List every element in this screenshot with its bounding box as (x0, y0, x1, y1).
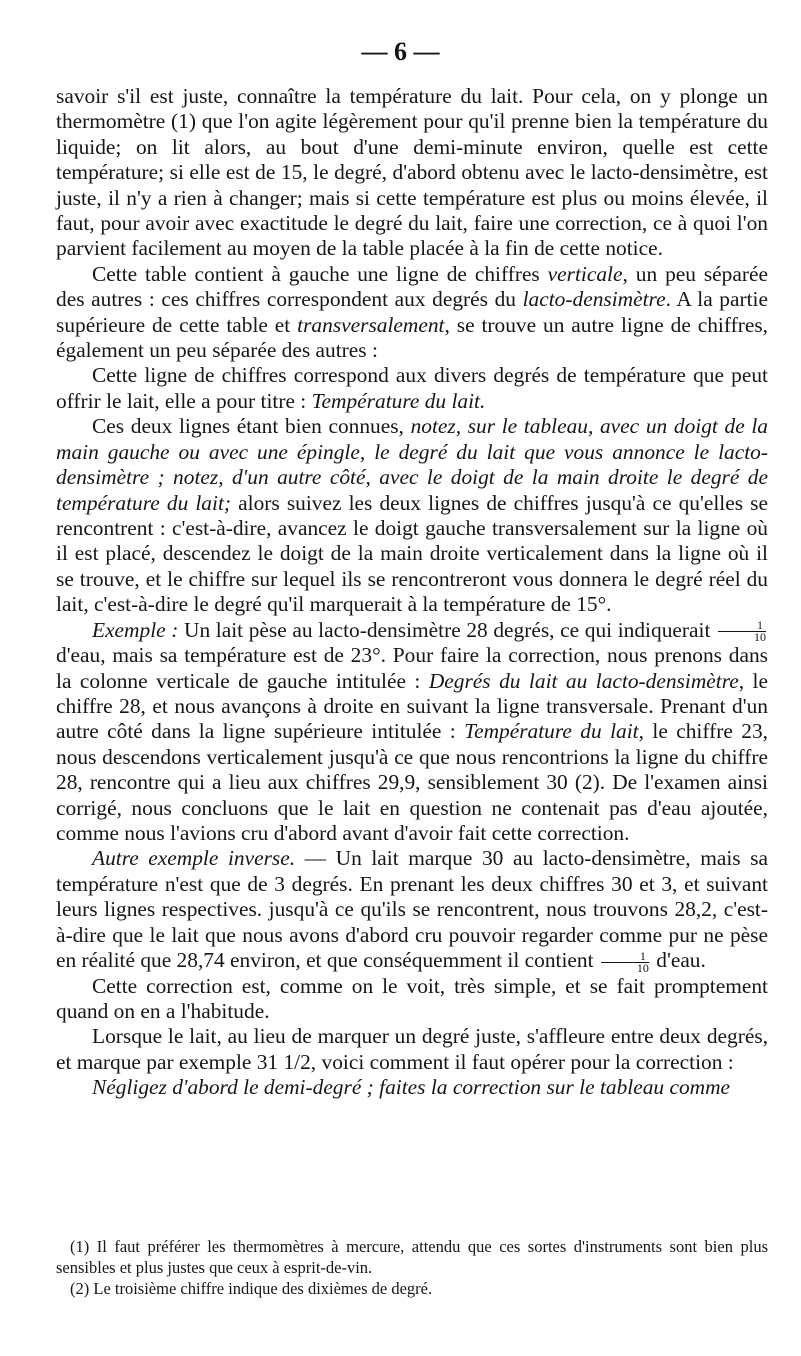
paragraph-p7 (56, 974, 768, 1025)
body-text (56, 84, 768, 1101)
text-run: Cette ligne de chiffres correspond aux divers degrés de température que peut offrir le lait, elle a pour titre : (56, 363, 768, 413)
text-run: Un lait pèse au lacto-densimètre 28 degrés, ce qui indiquerait (178, 617, 717, 642)
italic-text: Température du lait (464, 719, 639, 744)
text-run: d'eau. (650, 948, 706, 972)
italic-text: transversalement (297, 312, 445, 337)
paragraph-p8 (56, 1024, 768, 1075)
text-run: Cette correction est, comme on le voit, très simple, et se fait promptement quand on en a l'habitude. (56, 973, 768, 1023)
paragraph-p9 (56, 1075, 768, 1100)
italic-text: Degrés du lait au lacto-densimètre (428, 668, 739, 693)
text-run: , le chiffre 23, nous descendons verticalement jusqu'à ce que nous rencontrions la ligne du chiffre 28, rencontre qui a lieu aux chiffres 29,9, sensiblement 30 (2). De l'examen ainsi corrigé, nous concluons que le lait en question ne contenait pas d'eau ajoutée, comme nous l'avions cru d'abord avant d'avoir fait cette correction. (56, 719, 768, 845)
fraction (601, 948, 649, 975)
footnote-fn2: (2) Le troisième chiffre indique des dixièmes de degré. (70, 1279, 433, 1298)
fraction-denominator: 10 (754, 630, 767, 645)
paragraph-p1 (56, 84, 768, 262)
page-number: — 6 — (361, 37, 440, 66)
footnote-fn1: (1) Il faut préférer les thermomètres à mercure, attendu que ces sortes d'instruments sont bien plus sensibles et plus justes que ceux à esprit-de-vin. (56, 1237, 768, 1277)
paragraph-p2 (56, 262, 768, 364)
text-run: , se trouve un autre ligne de chiffres, également un peu séparée des autres : (56, 312, 768, 363)
text-run: . A la partie supérieure de cette table et (56, 287, 768, 337)
paragraph-p3 (56, 363, 768, 414)
text-run: , un peu séparée des autres : ces chiffres correspondent aux degrés du (56, 261, 768, 312)
fraction-denominator: 10 (636, 960, 649, 975)
fraction-numerator: 1 (718, 620, 766, 632)
text-run: Lorsque le lait, au lieu de marquer un degré juste, s'affleure entre deux degrés, et marque par exemple 31 1/2, voici comment il faut opérer pour la correction : (56, 1024, 768, 1074)
text-run: d'eau, mais sa température est de 23°. Pour faire la correction, nous prenons dans la colonne verticale de gauche intitulée : (56, 643, 768, 693)
text-run: — Un lait marque 30 au lacto-densimètre, mais sa température n'est que de 3 degrés. En prenant les deux chiffres 30 et 3, et suivant leurs lignes respectives. jusqu'à ce qu'ils se rencontrent, nous trouvons 28,2, c'est-à-dire que le lait que nous avons d'abord cru pouvoir regarder comme pur ne pèse en réalité que 28,74 environ, et que conséquemment il contient (56, 846, 768, 972)
italic-text: lacto-densimètre (522, 287, 666, 312)
fraction-numerator: 1 (601, 951, 649, 963)
fraction (718, 620, 766, 643)
text-run: , le chiffre 28, et nous avançons à droite en suivant la ligne transversale. Prenant d'un autre côté dans la ligne supérieure intitulée : (56, 668, 768, 744)
footnotes (56, 1236, 768, 1299)
italic-text: Exemple : (92, 617, 179, 642)
text-run: Ces deux lignes étant bien connues, (92, 414, 411, 439)
italic-text: notez, sur le tableau, avec un doigt de la main gauche ou avec une épingle, le degré du lait que vous annonce le lacto-densimètre ; notez, d'un autre côté, avec le doigt de la main droite le degré de température du lait; (56, 414, 768, 515)
text-run: savoir s'il est juste, connaître la température du lait. Pour cela, on y plonge un thermomètre (1) que l'on agite légèrement pour qu'il prenne bien la température du liquide; on lit alors, au bout d'une demi-minute environ, quelle est cette température; si elle est de 15, le degré, d'abord obtenu avec le lacto-densimètre, est juste, il n'y a rien à changer; mais si cette température est plus ou moins élevée, il faut, pour avoir avec exactitude le degré du lait, faire une correction, ce à quoi l'on parvient facilement au moyen de la table placée à la fin de cette notice. (56, 84, 768, 261)
italic-text: Autre exemple inverse. (92, 846, 296, 871)
paragraph-p5 (56, 618, 768, 847)
text-run: Cette table contient à gauche une ligne de chiffres (92, 261, 548, 286)
italic-text: Négligez d'abord le demi-degré ; faites la correction sur le tableau comme (92, 1075, 731, 1100)
italic-text: Température du lait. (311, 388, 486, 413)
paragraph-p4 (56, 414, 768, 617)
italic-text: verticale (547, 261, 623, 286)
text-run: alors suivez les deux lignes de chiffres jusqu'à ce qu'elles se rencontrent : c'est-à-dire, avancez le doigt gauche transversalement sur la ligne où il est placé, descendez le doigt de la main droite verticalement dans la ligne où il se trouve, et le chiffre sur lequel ils se rencontreront vous donnera le degré réel du lait, c'est-à-dire le degré qu'il marquerait à la température de 15°. (56, 490, 768, 617)
paragraph-p6 (56, 846, 768, 973)
